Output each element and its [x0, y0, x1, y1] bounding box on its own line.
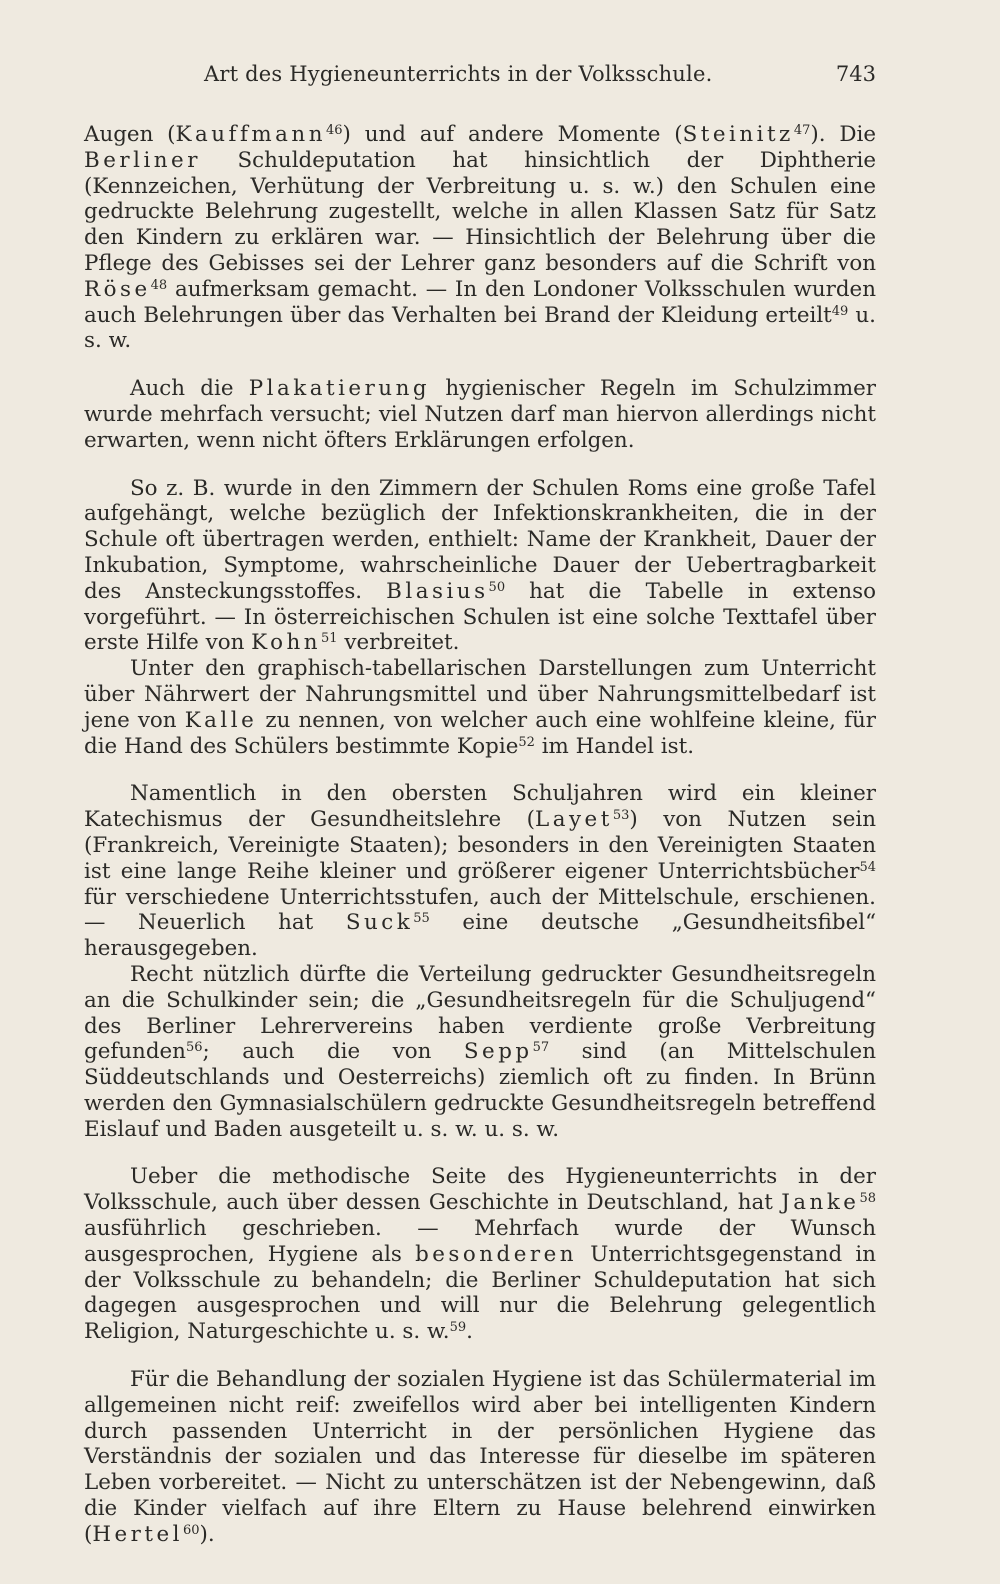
footnote-ref: 51 — [321, 631, 338, 647]
spaced-name: Kohn — [251, 630, 322, 656]
text-run: ). Die — [810, 122, 876, 147]
page-header — [84, 62, 876, 102]
paragraph — [84, 476, 876, 657]
footnote-ref: 53 — [612, 808, 630, 824]
text-run: für verschiedene Unterrichtsstufen, auch der Mittelschule, erschienen. — Neuerlich hat — [84, 884, 876, 936]
footnote-ref: 46 — [325, 123, 343, 138]
paragraph — [84, 122, 876, 354]
text-run: Namentlich in den obersten Schuljahren wird ein kleiner Katechismus der Gesundheitslehre ( — [84, 781, 876, 833]
footnote-ref: 52 — [518, 734, 535, 750]
paragraph — [84, 1367, 876, 1548]
text-run: verbreitet. — [337, 630, 460, 656]
text-run: ; auch die von — [202, 1039, 464, 1065]
footnote-ref: 50 — [488, 579, 506, 595]
footnote-ref: 49 — [831, 303, 849, 319]
spaced-name: Sepp — [463, 1039, 533, 1065]
text-run: Schuldeputation hat hinsichtlich der Diphtherie (Kennzeichen, Verhütung der Verbreitung u. s. w.) den Schulen eine gedruckte Belehrung zugestellt, welche in allen Klassen Satz für Satz den Kindern zu erklären war. — Hinsichtlich der Belehrung über die Pflege des Gebisses sei der Lehrer ganz besonders auf die Schrift von — [84, 147, 876, 276]
spaced-name: Berliner — [84, 147, 201, 173]
spaced-name: Janke — [781, 1190, 860, 1216]
spaced-name: Kalle — [184, 707, 258, 733]
text-run: eine deutsche „Gesundheitsfibel“ herausgegeben. — [84, 910, 876, 962]
running-title: Art des Hygieneunterrichts in der Volksschule. — [204, 62, 713, 86]
paragraph — [84, 962, 876, 1143]
spaced-name: Hertel — [92, 1521, 183, 1547]
text-run: Auch die — [130, 376, 249, 402]
footnote-ref: 59 — [449, 1320, 467, 1336]
text-run: Augen ( — [84, 122, 176, 147]
footnote-ref: 55 — [413, 911, 430, 927]
text-run: hygienischer Regeln im Schulzimmer wurde mehrfach versucht; viel Nutzen darf man hiervon allerdings nicht erwarten, wenn nicht öfters Erklärungen erfolgen. — [84, 376, 876, 453]
text-run: im Handel ist. — [534, 733, 695, 759]
text-run: Unter den graphisch-tabellarischen Darstellungen zum Unterricht über Nährwert der Nahrungsmittel und über Nahrungsmittelbedarf ist jene von — [84, 656, 876, 733]
spaced-name: Blasius — [386, 578, 489, 604]
text-run: sind (an Mittelschulen Süddeutschlands und Oesterreichs) ziemlich oft zu finden. In Brünn werden den Gymnasialschülern gedruckte Gesundheitsregeln betreffend Eislauf und Baden ausgeteilt u. s. w. u. s. w. — [84, 1039, 876, 1142]
paragraph — [84, 1164, 876, 1345]
text-run: zu nennen, von welcher auch eine wohlfeine kleine, für die Hand des Schülers bestimmte Kopie — [84, 707, 876, 759]
spaced-name: Kauffmann — [175, 122, 326, 147]
spaced-name: Steinitz — [682, 122, 794, 147]
spaced-name: Röse — [84, 276, 151, 302]
footnote-ref: 58 — [859, 1191, 876, 1207]
spaced-name: Plakatierung — [248, 376, 431, 402]
text-run: ) von Nutzen sein (Frankreich, Vereinigte Staaten); besonders in den Vereinigten Staaten ist eine lange Reihe kleiner und größerer eigener Unterrichtsbücher — [84, 807, 877, 884]
spaced-name: Layet — [535, 807, 613, 833]
text-run: aufmerksam gemacht. — In den Londoner Volksschulen wurden auch Belehrungen über das Verhalten bei Brand der Kleidung erteilt — [84, 276, 876, 328]
spaced-name: Suck — [345, 910, 414, 936]
text-run: ausführlich geschrieben. — Mehrfach wurde der Wunsch ausgesprochen, Hygiene als — [84, 1216, 876, 1267]
page-number: 743 — [835, 62, 876, 86]
text-run: Recht nützlich dürfte die Verteilung gedruckter Gesundheitsregeln an die Schulkinder sein; die „Gesundheitsregeln für die Schuljugend“ des Berliner Lehrervereins haben verdiente große Verbreitung gefunden — [84, 961, 876, 1065]
footnote-ref: 48 — [150, 277, 168, 293]
text-run: ) und auf andere Momente ( — [342, 122, 683, 147]
footnote-ref: 56 — [185, 1040, 203, 1056]
footnote-ref: 57 — [532, 1040, 550, 1056]
text-run: Ueber die methodische Seite des Hygieneunterrichts in der Volksschule, auch über dessen Geschichte in Deutschland, hat — [84, 1164, 876, 1216]
paragraph — [84, 376, 876, 453]
footnote-ref: 60 — [183, 1522, 200, 1538]
paragraph — [84, 656, 876, 759]
text-run: Unterrichtsgegenstand in der Volksschule zu behandeln; die Berliner Schuldeputation hat sich dagegen ausgesprochen und will nur die Belehrung gelegentlich Religion, Naturgeschichte u. s. w. — [84, 1241, 876, 1345]
body-text — [84, 122, 876, 1548]
text-run: So z. B. wurde in den Zimmern der Schulen Roms eine große Tafel aufgehängt, welche bezüglich der Infektionskrankheiten, die in der Schule oft übertragen werden, enthielt: Name der Krankheit, Dauer der Inkubation, Symptome, wahrscheinliche Dauer der Uebertragbarkeit des Ansteckungsstoffes. — [84, 475, 876, 604]
text-run: u. s. w. — [84, 302, 876, 354]
spaced-name: besonderen — [415, 1241, 578, 1267]
footnote-ref: 47 — [793, 123, 811, 138]
text-run: hat die Tabelle in extenso vorgeführt. — In österreichischen Schulen ist eine solche Texttafel über erste Hilfe von — [84, 578, 876, 656]
text-run: . — [466, 1319, 473, 1345]
text-run: Für die Behandlung der sozialen Hygiene ist das Schülermaterial im allgemeinen nicht reif: zweifellos wird aber bei intelligenten Kindern durch passenden Unterricht in der persönlichen Hygiene das Verständnis der sozialen und das Interesse für dieselbe im späteren Leben vorbereitet. — Nicht zu unterschätzen ist der Nebengewinn, daß die Kinder vielfach auf ihre Eltern zu Hause belehrend einwirken ( — [84, 1367, 876, 1547]
text-run: ). — [199, 1521, 215, 1547]
footnote-ref: 54 — [859, 859, 876, 875]
paragraph — [84, 781, 876, 962]
